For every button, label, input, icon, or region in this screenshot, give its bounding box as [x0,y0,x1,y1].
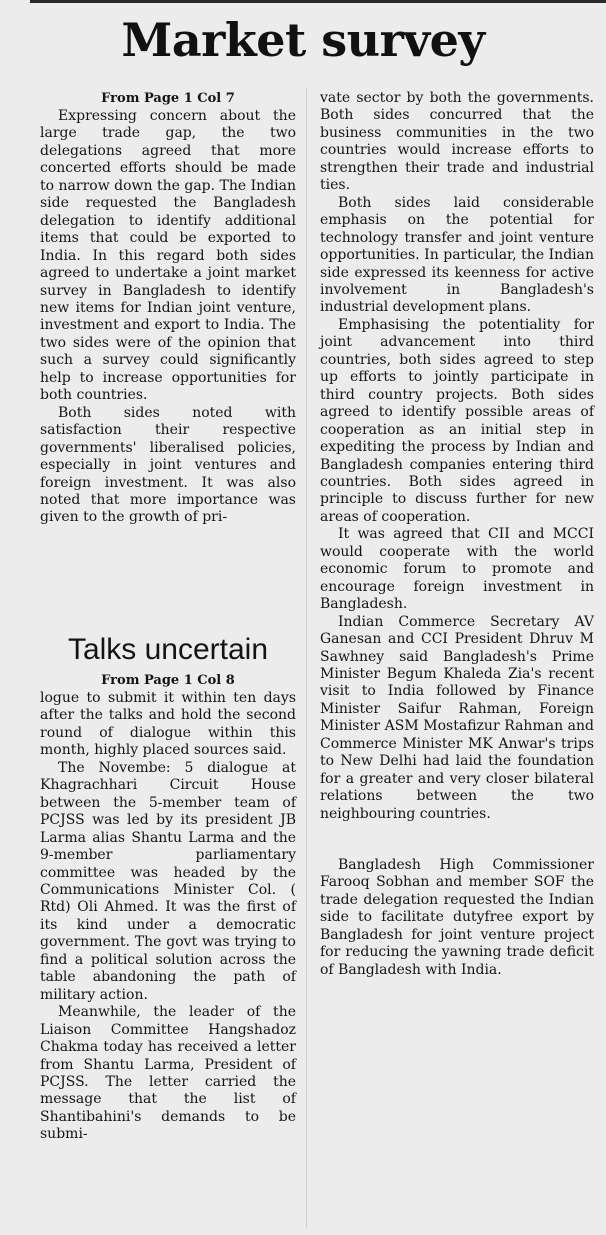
headline-market-survey: Market survey [121,13,485,67]
jump-line-market-survey: From Page 1 Col 7 [101,91,235,106]
market-survey-left-column [40,90,296,527]
paragraph: Both sides laid considerable emphasis on the potential for technology transfer and joint venture opportunities. In particular, the Indian side expressed its keenness for active involvement in Bangladesh's industrial development plans. [320,194,594,316]
talks-uncertain-column [40,672,296,1144]
paragraph: logue to submit it within ten days after the talks and hold the second round of dialogue within this month, highly placed sources said. [40,690,296,759]
paragraph: vate sector by both the governments. Both sides concurred that the business communities in the two countries would increase efforts to strengthen their trade and industrial ties. [320,90,594,194]
paragraph: Meanwhile, the leader of the Liaison Committee Hangshadoz Chakma today has received a letter from Shantu Larma, President of PCJSS. The letter carried the message that the list of Shantibahini's demands to be submi- [40,1004,296,1143]
paragraph: Expressing concern about the large trade gap, the two delegations agreed that more concerted efforts should be made to narrow down the gap. The Indian side requested the Bangladesh delegation to identify additional items that could be exported to India. In this regard both sides agreed to undertake a joint market survey in Bangladesh to identify new items for Indian joint venture, investment and export to India. The two sides were of the opinion that such a survey could significantly help to increase opportunities for both countries. [40,108,296,404]
paragraph: Bangladesh High Commissioner Farooq Sobhan and member SOF the trade delegation requested the Indian side to facilitate dutyfree export by Bangladesh for joint venture project for reducing the yawning trade deficit of Bangladesh with India. [320,857,594,978]
headline-talks-uncertain: Talks uncertain [67,633,269,666]
paragraph: The Novembe: 5 dialogue at Khagrachhari Circuit House between the 5-member team of PCJSS was led by its president JB Larma alias Shantu Larma and the 9-member parliamentary committee was headed by the Communications Minister Col. ( Rtd) Oli Ahmed. It was the first of its kind under a democratic government. The govt was trying to find a political solution across the table abandoning the path of military action. [40,759,296,1003]
paragraph: Emphasising the potentiality for joint advancement into third countries, both sides agreed to step up efforts to jointly participate in third country projects. Both sides agreed to identify possible areas of cooperation as an initial step in expediting the process by Indian and Bangladesh companies entering third countries. Both sides agreed in principle to discuss further for new areas of cooperation. [320,316,594,525]
top-rule [30,0,606,3]
paragraph: Both sides noted with satisfaction their respective governments' liberalised policies, especially in joint ventures and foreign investment. It was also noted that more importance was given to the growth of pri- [40,404,296,526]
paragraph: Indian Commerce Secretary AV Ganesan and CCI President Dhruv M Sawhney said Bangladesh's Prime Minister Begum Khaleda Zia's recent visit to India followed by Finance Minister Saifur Rahman, Foreign Minister ASM Mostafizur Rahman and Commerce Minister MK Anwar's trips to New Delhi had laid the foundation for a greater and very closer bilateral relations between the two neighbouring countries. [320,613,594,822]
column-divider [306,88,307,1228]
jump-line-talks-uncertain: From Page 1 Col 8 [101,673,235,688]
paragraph: It was agreed that CII and MCCI would cooperate with the world economic forum to promote and encourage foreign investment in Bangladesh. [320,526,594,613]
market-survey-right-column [320,90,594,979]
paragraph-gap [320,823,594,857]
